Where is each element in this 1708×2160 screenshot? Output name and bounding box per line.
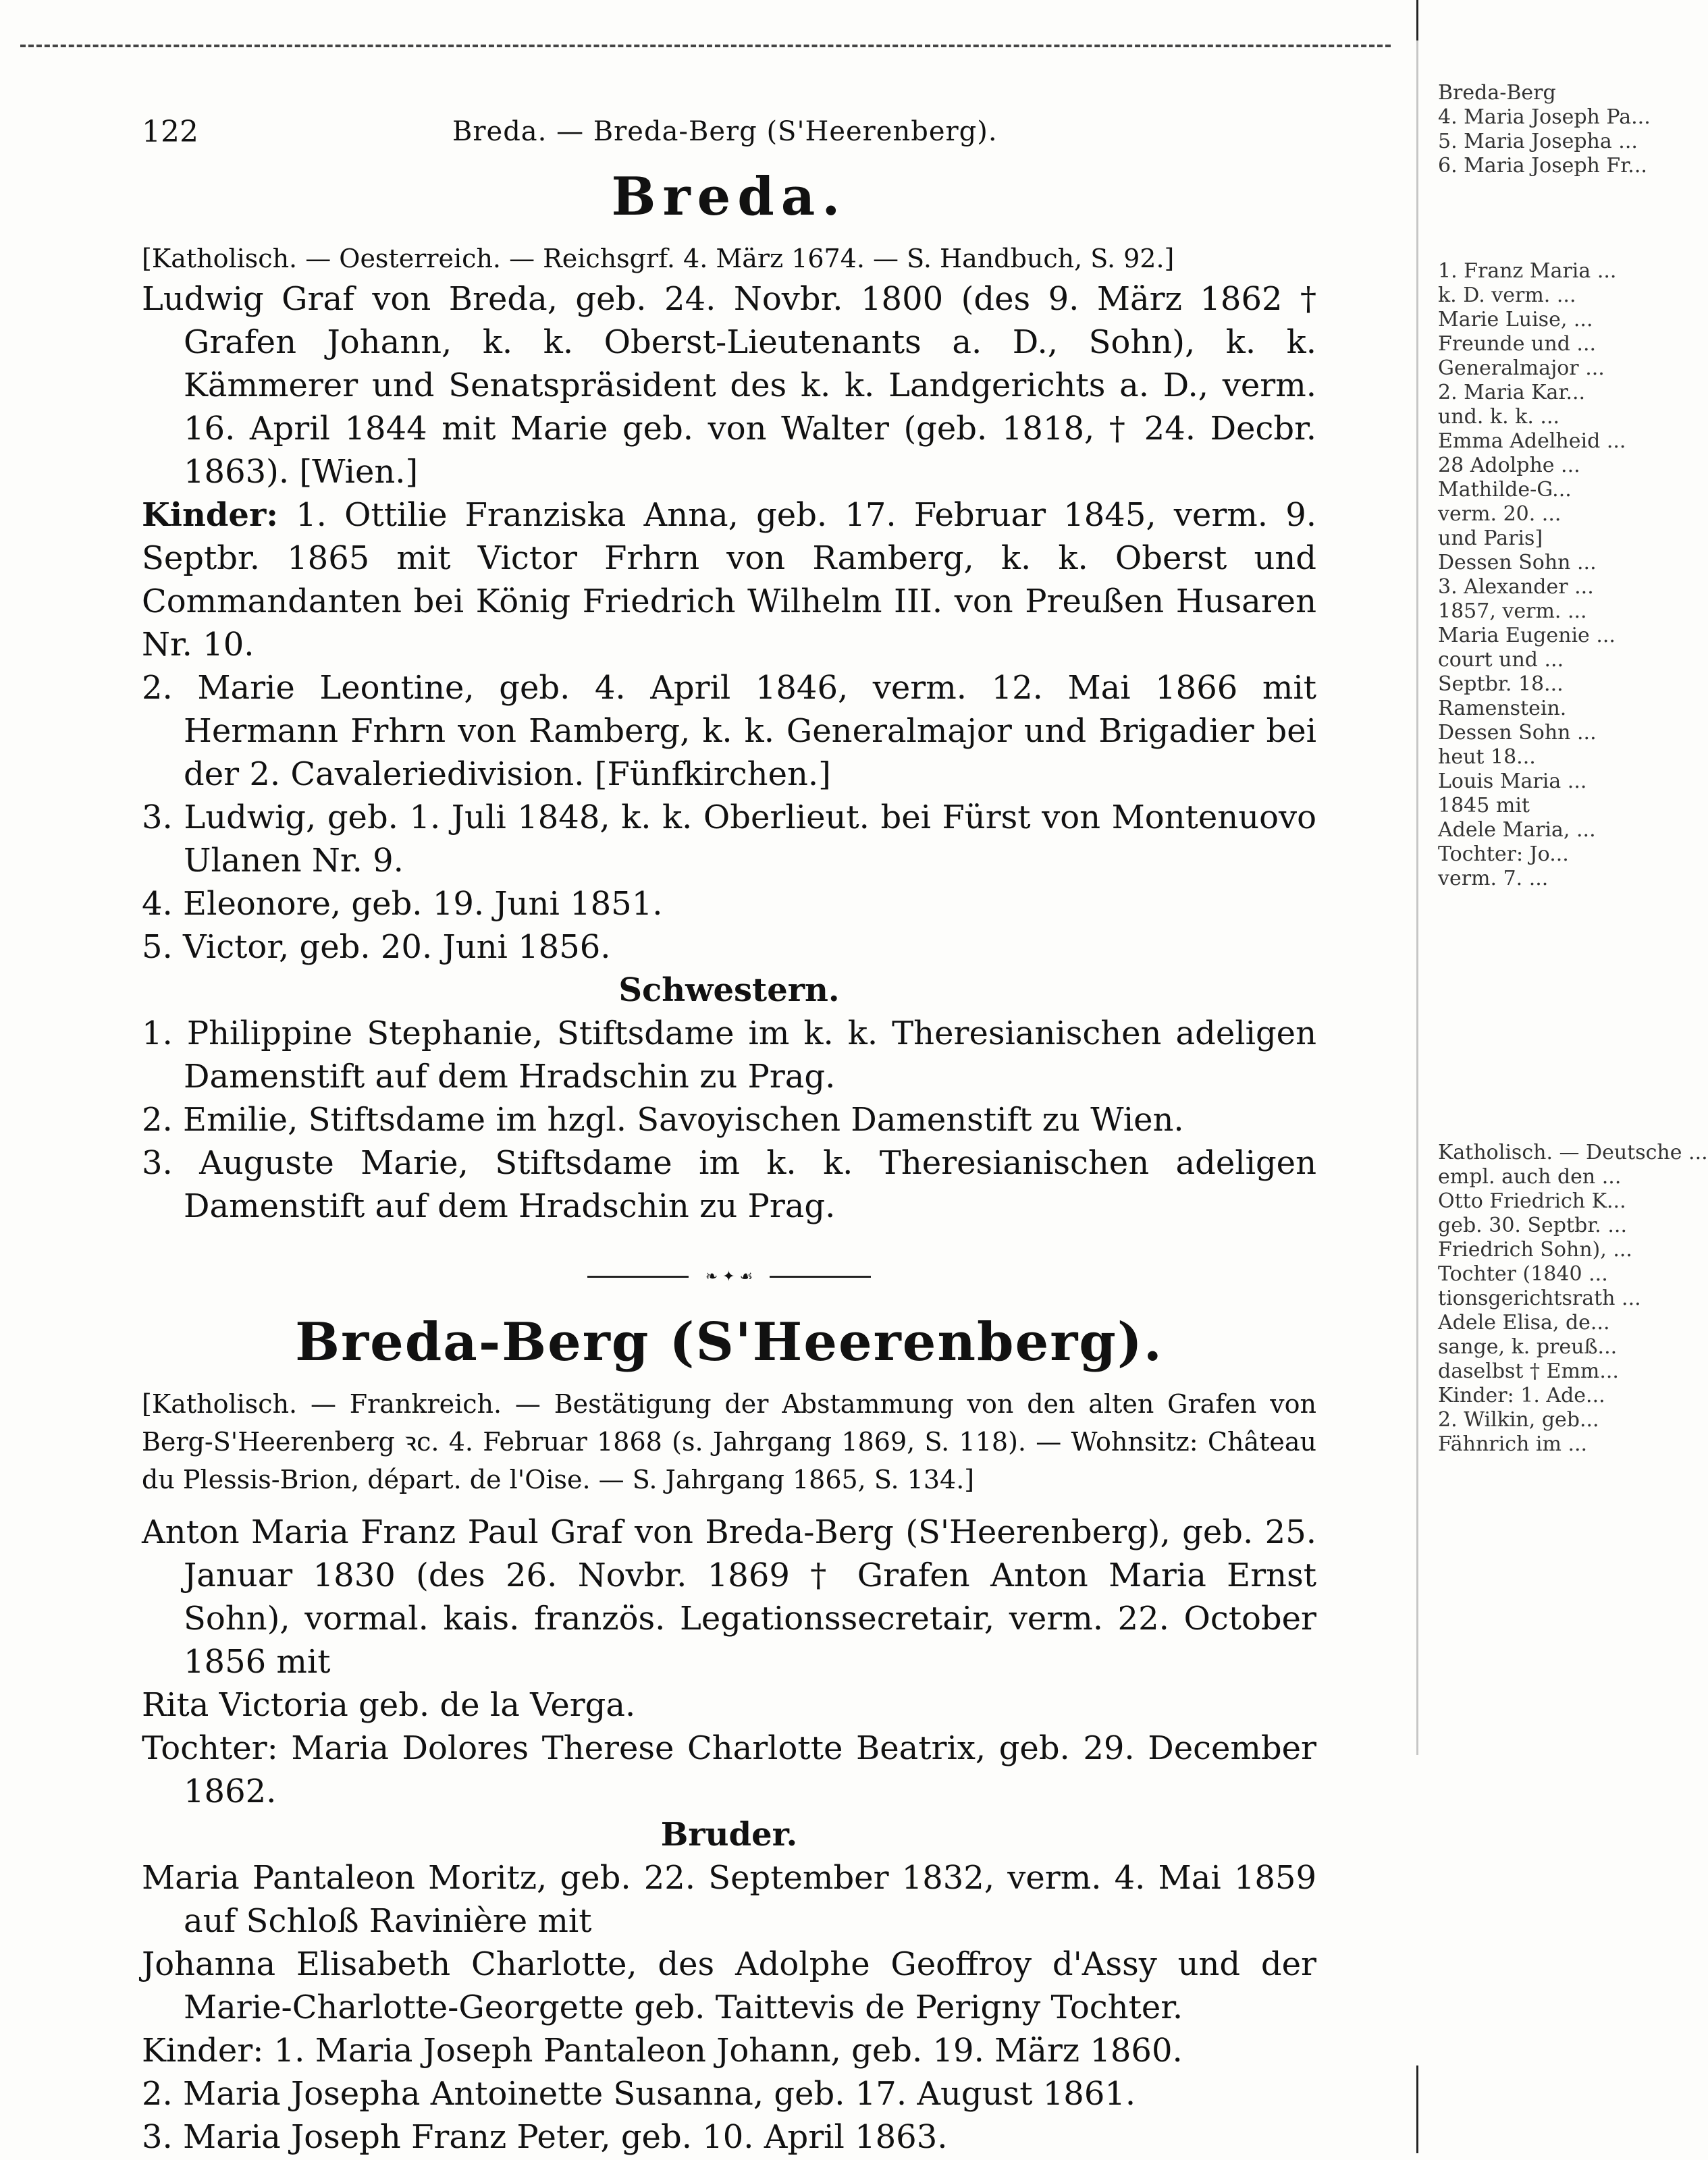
margin-bar-lower xyxy=(1416,2066,1418,2153)
gutter-line xyxy=(1416,0,1418,1755)
margin-line: verm. 7. ... xyxy=(1438,867,1549,890)
margin-line: 2. Wilkin, geb... xyxy=(1438,1408,1599,1432)
brother-entry: Maria Pantaleon Moritz, geb. 22. September 1832, verm. 4. Mai 1859 auf Schloß Ravinière mit xyxy=(142,1859,1316,1940)
sister-entry: 3. Auguste Marie, Stiftsdame im k. k. Theresianischen adeligen Damenstift auf dem Hradschin zu Prag. xyxy=(142,1144,1316,1225)
top-rule xyxy=(20,45,1391,47)
margin-line: Emma Adelheid ... xyxy=(1438,429,1626,453)
margin-line: heut 18... xyxy=(1438,745,1536,769)
margin-line: verm. 20. ... xyxy=(1438,502,1562,526)
margin-line: Septbr. 18... xyxy=(1438,672,1564,696)
sister-entry: 2. Emilie, Stiftsdame im hzgl. Savoyischen Damenstift zu Wien. xyxy=(142,1101,1184,1139)
margin-line: 1. Franz Maria ... xyxy=(1438,259,1617,283)
family-title-breda-berg: Breda-Berg (S'Heerenberg). xyxy=(295,1312,1163,1373)
margin-line: Tochter (1840 ... xyxy=(1438,1262,1608,1286)
page-number: 122 xyxy=(142,115,198,149)
child-entry: 1. Ottilie Franziska Anna, geb. 17. Februar 1845, verm. 9. Septbr. 1865 mit Victor Frhrn von Ramberg, k. k. Oberst und Commandanten bei König Friedrich Wilhelm III. von Preußen Husaren Nr. 10. xyxy=(142,496,1316,664)
margin-line: geb. 30. Septbr. ... xyxy=(1438,1214,1627,1237)
margin-block-top xyxy=(1438,81,1651,178)
daughter-entry: Tochter: Maria Dolores Therese Charlotte Beatrix, geb. 29. December 1862. xyxy=(142,1729,1316,1810)
child-entry: Kinder: 1. Maria Joseph Pantaleon Johann, geb. 19. März 1860. xyxy=(142,2032,1183,2070)
child-entry: 3. Ludwig, geb. 1. Juli 1848, k. k. Oberlieut. bei Fürst von Montenuovo Ulanen Nr. 9. xyxy=(142,799,1316,880)
margin-block-middle xyxy=(1438,259,1626,891)
section-divider-ornament: ❧ ✦ ☙ xyxy=(587,1268,871,1285)
margin-line: Otto Friedrich K... xyxy=(1438,1189,1626,1213)
margin-line: Louis Maria ... xyxy=(1438,770,1587,793)
margin-line: 1845 mit xyxy=(1438,794,1530,817)
margin-line: Freunde und ... xyxy=(1438,332,1597,356)
margin-line: und. k. k. ... xyxy=(1438,405,1560,429)
margin-line: Breda-Berg xyxy=(1438,81,1556,105)
margin-line: 4. Maria Joseph Pa... xyxy=(1438,105,1651,129)
margin-line: 3. Alexander ... xyxy=(1438,575,1594,599)
brother-heading: Bruder. xyxy=(660,1816,798,1854)
margin-line: 5. Maria Josepha ... xyxy=(1438,130,1638,153)
margin-line: 6. Maria Joseph Fr... xyxy=(1438,154,1647,178)
adjacent-page-fragment xyxy=(1438,81,1708,2106)
margin-line: daselbst † Emm... xyxy=(1438,1359,1619,1383)
margin-line: Dessen Sohn ... xyxy=(1438,721,1597,745)
children-label: Kinder: xyxy=(142,496,278,534)
margin-line: Katholisch. — Deutsche ... xyxy=(1438,1141,1708,1164)
brother-wife-entry: Johanna Elisabeth Charlotte, des Adolphe Geoffroy d'Assy und der Marie-Charlotte-Georgette geb. Taittevis de Perigny Tochter. xyxy=(142,1945,1316,2026)
head-entry-breda-berg: Anton Maria Franz Paul Graf von Breda-Berg (S'Heerenberg), geb. 25. Januar 1830 (des 26. Novbr. 1869 † Grafen Anton Maria Ernst Sohn), vormal. kais. französ. Legationssecretair, verm. 22. October 1856 mit xyxy=(142,1513,1316,1681)
head-entry-breda: Ludwig Graf von Breda, geb. 24. Novbr. 1800 (des 9. März 1862 † Grafen Johann, k. k. Oberst-Lieutenants a. D., Sohn), k. k. Kämmerer und Senatspräsident des k. k. Landgerichts a. D., verm. 16. April 1844 mit Marie geb. von Walter (geb. 1818, † 24. Decbr. 1863). [Wien.] xyxy=(142,280,1316,491)
family-note-breda-berg: [Katholisch. — Frankreich. — Bestätigung der Abstammung von den alten Grafen von Berg-S'Heerenberg ꝛc. 4. Februar 1868 (s. Jahrgang 1869, S. 118). — Wohnsitz: Château du Plessis-Brion, départ. de l'Oise. — S. Jahrgang 1865, S. 134.] xyxy=(142,1389,1316,1494)
child-entry: 4. Eleonore, geb. 19. Juni 1851. xyxy=(142,885,663,923)
child-entry: 2. Marie Leontine, geb. 4. April 1846, verm. 12. Mai 1866 mit Hermann Frhrn von Ramberg, k. k. Generalmajor und Brigadier bei der 2. Cavaleriedivision. [Fünfkirchen.] xyxy=(142,669,1316,793)
child-entry: 5. Victor, geb. 20. Juni 1856. xyxy=(142,928,611,966)
child-entry: 3. Maria Joseph Franz Peter, geb. 10. April 1863. xyxy=(142,2118,948,2156)
margin-line: Marie Luise, ... xyxy=(1438,308,1593,331)
sisters-heading: Schwestern. xyxy=(618,971,840,1009)
margin-line: Maria Eugenie ... xyxy=(1438,624,1616,647)
margin-bar-upper xyxy=(1416,0,1418,40)
margin-line: k. D. verm. ... xyxy=(1438,284,1576,307)
running-title: Breda. — Breda-Berg (S'Heerenberg). xyxy=(452,116,998,147)
margin-line: Adele Elisa, de... xyxy=(1438,1311,1610,1334)
sister-entry: 1. Philippine Stephanie, Stiftsdame im k. k. Theresianischen adeligen Damenstift auf dem Hradschin zu Prag. xyxy=(142,1015,1316,1096)
margin-line: Adele Maria, ... xyxy=(1438,818,1596,842)
margin-line: Tochter: Jo... xyxy=(1438,842,1569,866)
margin-line: Kinder: 1. Ade... xyxy=(1438,1384,1605,1407)
margin-line: court und ... xyxy=(1438,648,1564,672)
main-page xyxy=(142,115,1316,2159)
family-title-breda: Breda. xyxy=(611,166,847,227)
wife-entry: Rita Victoria geb. de la Verga. xyxy=(142,1686,636,1724)
running-head xyxy=(142,115,1316,162)
margin-line: Ramenstein. xyxy=(1438,697,1567,720)
margin-line: Mathilde-G... xyxy=(1438,478,1572,502)
margin-line: Generalmajor ... xyxy=(1438,356,1605,380)
margin-line: tionsgerichtsrath ... xyxy=(1438,1287,1641,1310)
margin-line: Friedrich Sohn), ... xyxy=(1438,1238,1632,1262)
margin-line: 28 Adolphe ... xyxy=(1438,454,1580,477)
child-entry: 2. Maria Josepha Antoinette Susanna, geb. 17. August 1861. xyxy=(142,2075,1136,2113)
margin-line: empl. auch den ... xyxy=(1438,1165,1622,1189)
margin-line: 2. Maria Kar... xyxy=(1438,381,1586,404)
margin-line: sange, k. preuß... xyxy=(1438,1335,1618,1359)
margin-line: Dessen Sohn ... xyxy=(1438,551,1597,574)
children-heading xyxy=(142,493,1316,666)
margin-line: und Paris] xyxy=(1438,526,1543,550)
family-note-breda: [Katholisch. — Oesterreich. — Reichsgrf. 4. März 1674. — S. Handbuch, S. 92.] xyxy=(142,244,1175,273)
margin-line: 1857, verm. ... xyxy=(1438,599,1587,623)
margin-line: Fähnrich im ... xyxy=(1438,1432,1588,1456)
margin-block-bottom xyxy=(1438,1141,1708,1457)
